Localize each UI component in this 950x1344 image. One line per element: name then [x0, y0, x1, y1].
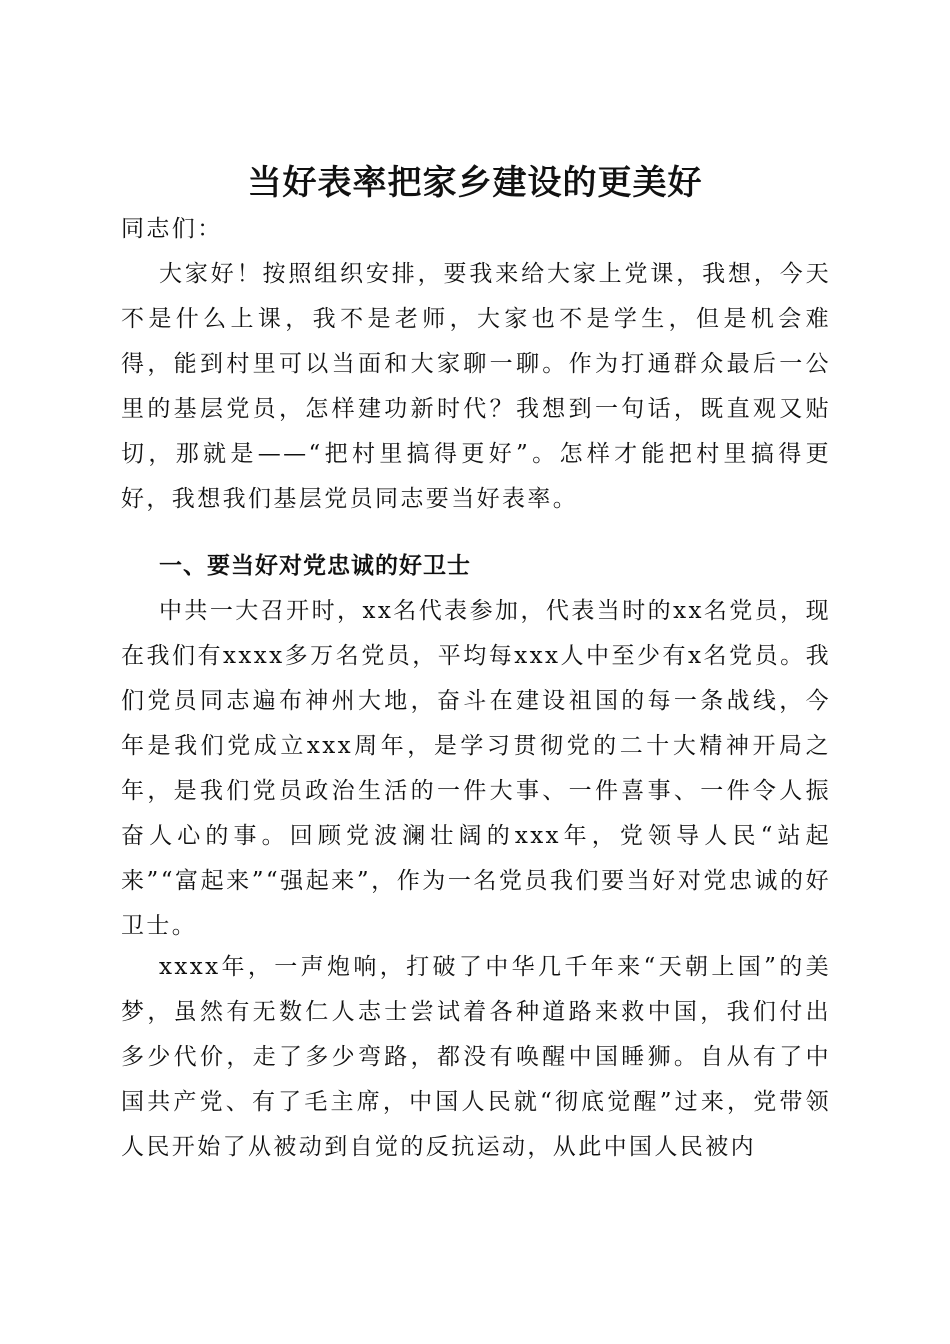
paragraph-section-1: 中共一大召开时，xx名代表参加，代表当时的xx名党员，现在我们有xxxx多万名党员，平均每xxx人中至少有x名党员。我们党员同志遍布神州大地，奋斗在建设祖国的每一条战线，今年是我们党成立xxx周年，是学习贯彻党的二十大精神开局之年，是我们党员政治生活的一件大事、一件喜事、一件令人振奋人心的事。回顾党波澜壮阔的xxx年，党领导人民“站起来”“富起来”“强起来”，作为一名党员我们要当好对党忠诚的好卫士。	[121, 598, 831, 939]
paragraph-intro: 大家好！按照组织安排，要我来给大家上党课，我想，今天不是什么上课，我不是老师，大家也不是学生，但是机会难得，能到村里可以当面和大家聊一聊。作为打通群众最后一公里的基层党员，怎样建功新时代？我想到一句话，既直观又贴切，那就是——“把村里搞得更好”。怎样才能把村里搞得更好，我想我们基层党员同志要当好表率。	[121, 261, 831, 512]
section-heading-1: 一、要当好对党忠诚的好卫士	[159, 553, 471, 579]
document-title: 当好表率把家乡建设的更美好	[247, 162, 703, 203]
paragraph-section-1-continued: xxxx年，一声炮响，打破了中华几千年来“天朝上国”的美梦，虽然有无数仁人志士尝试着各种道路来救中国，我们付出多少代价，走了多少弯路，都没有唤醒中国睡狮。自从有了中国共产党、有了毛主席，中国人民就“彻底觉醒”过来，党带领人民开始了从被动到自觉的反抗运动，从此中国人民被内	[121, 954, 831, 1160]
salutation: 同志们：	[121, 216, 223, 242]
